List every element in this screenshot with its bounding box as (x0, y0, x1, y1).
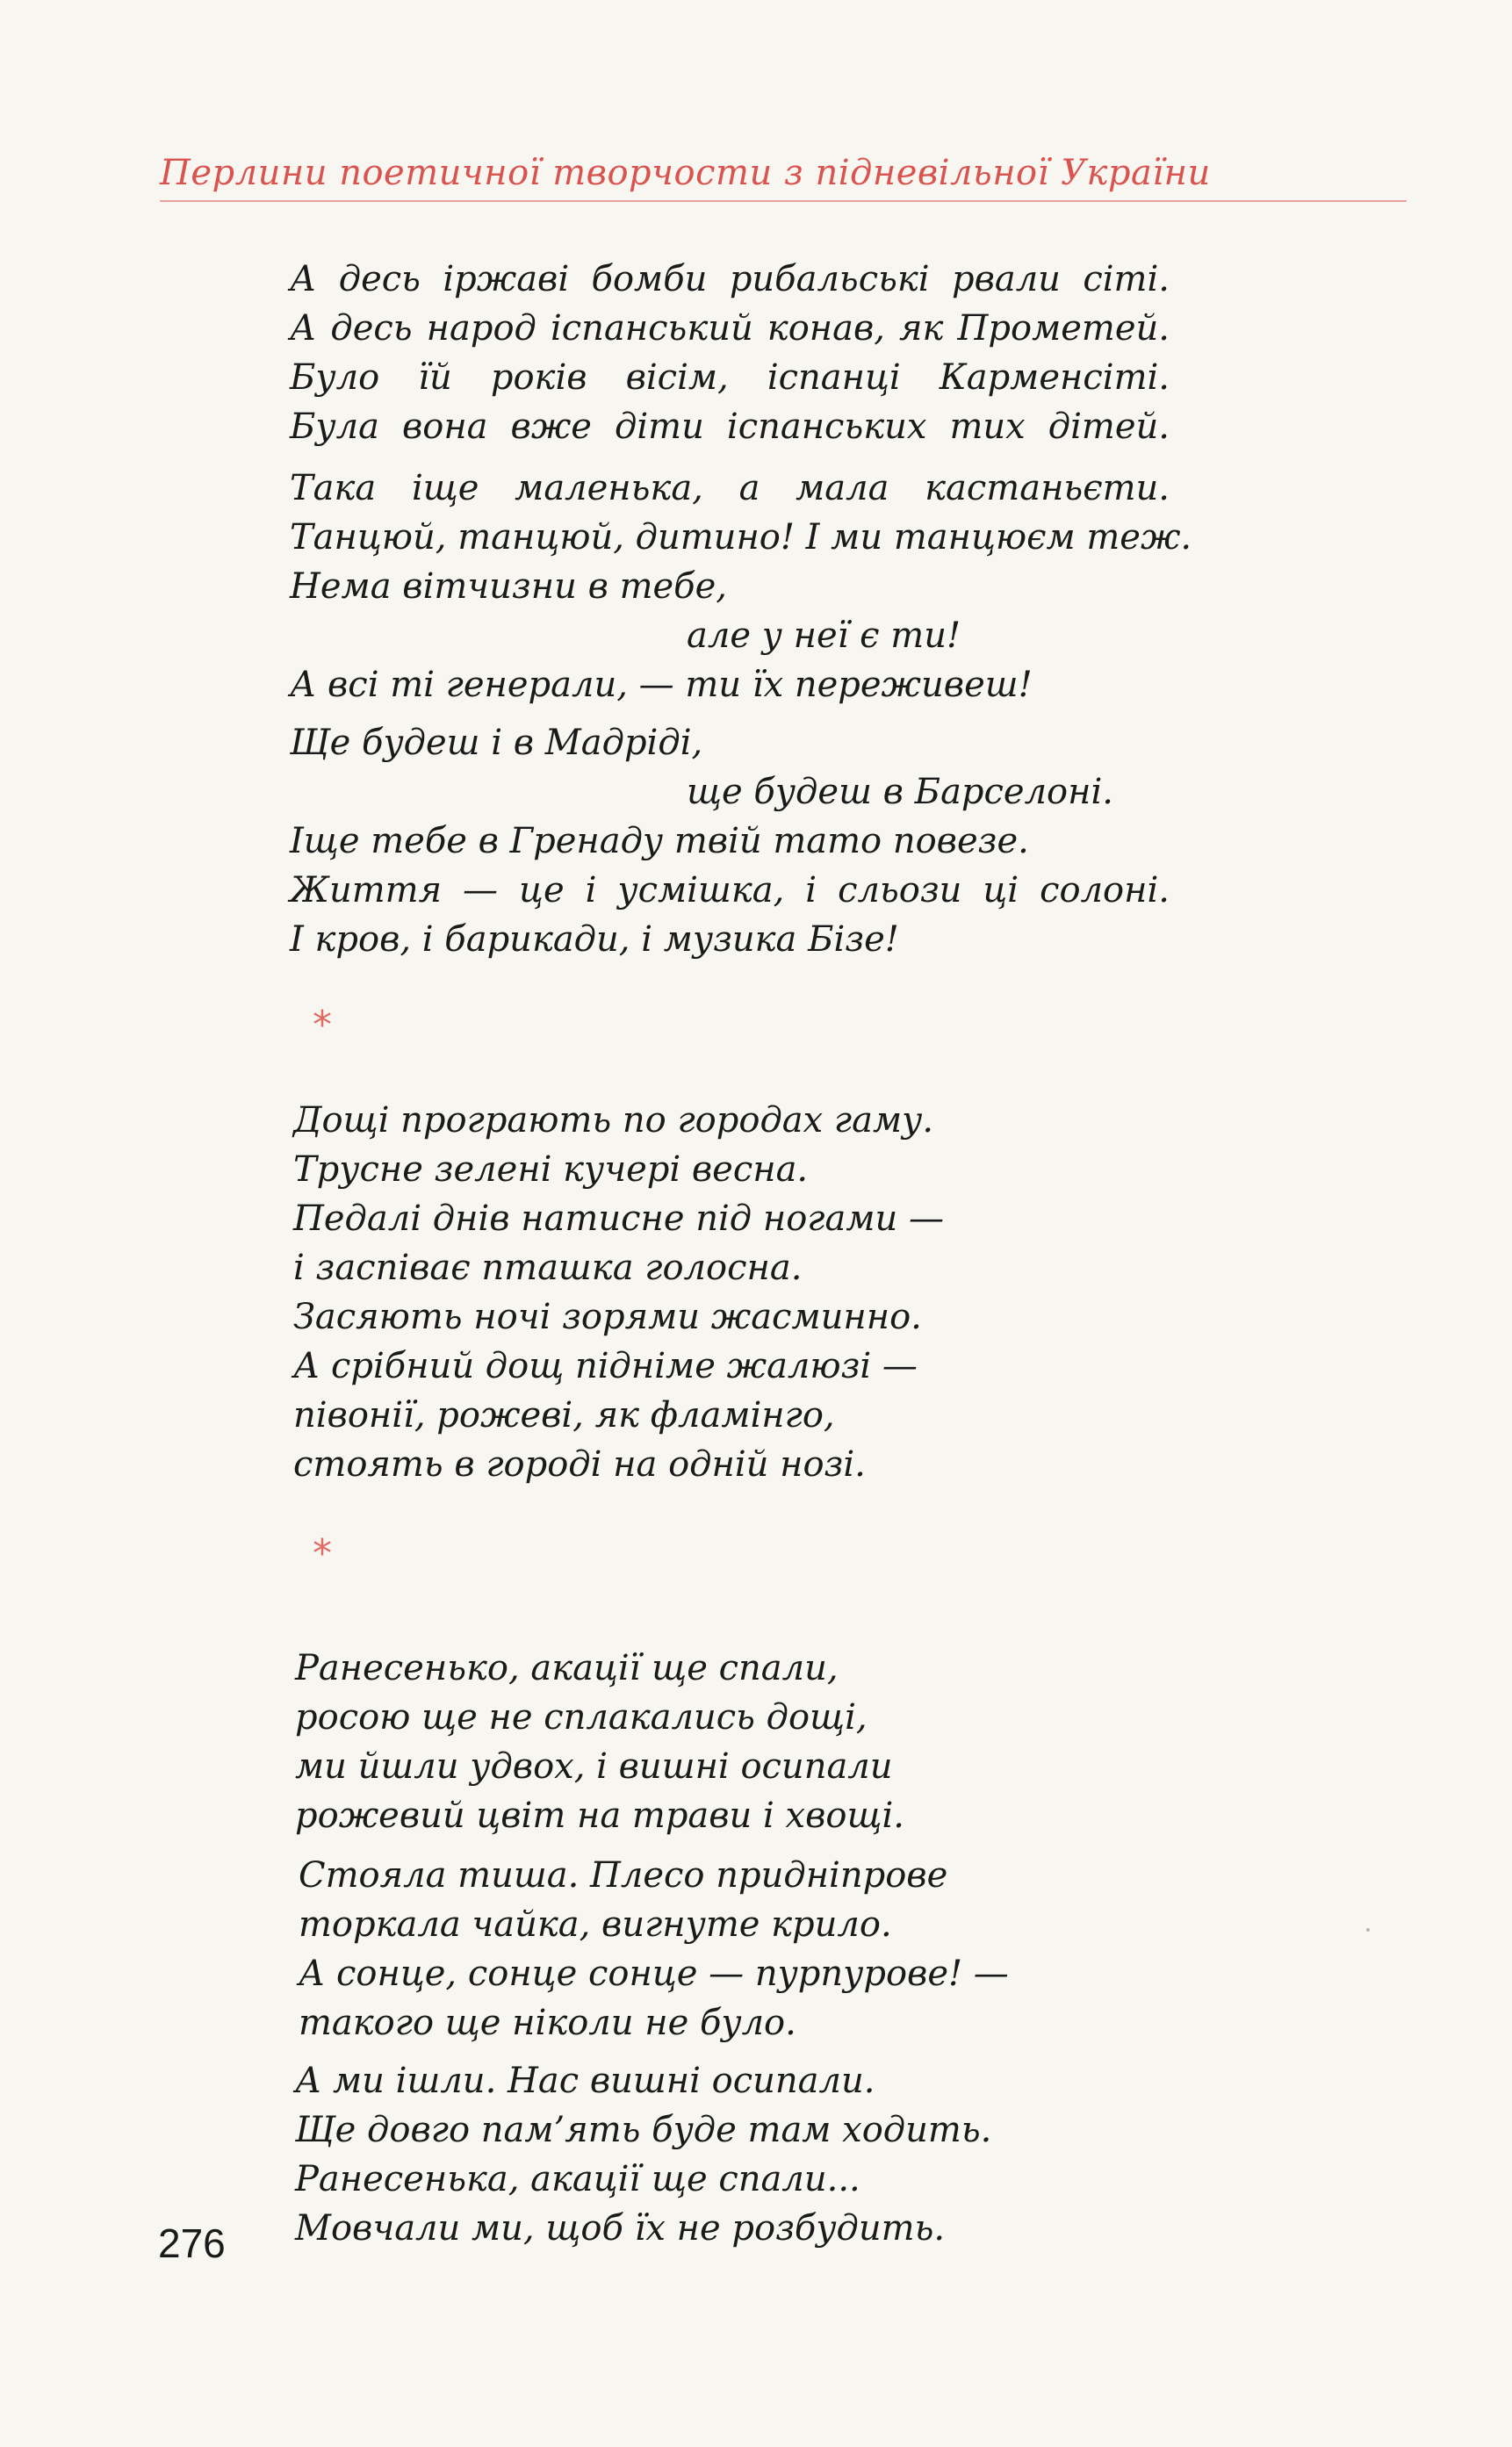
verse-line: А сонце, сонце сонце — пурпурове! — (299, 1954, 1009, 1994)
verse-line: Засяють ночі зорями жасминно. (293, 1297, 922, 1337)
verse-line: Дощі програють по городах гаму. (293, 1100, 934, 1141)
poem3-stanza3 (295, 2056, 991, 2253)
verse-line: Мовчали ми, щоб їх не розбудить. (295, 2208, 946, 2249)
verse-line: А ми ішли. Нас вишні осипали. (295, 2061, 875, 2101)
paper-speck (1366, 1928, 1370, 1932)
verse-line: Життя — це і усмішка, і сльози ці солоні. (290, 870, 1170, 910)
verse-line: А всі ті генерали, — ти їх переживеш! (290, 665, 1033, 705)
poem1-stanza1 (290, 255, 1170, 451)
verse-line: Ранесенька, акації ще спали... (295, 2159, 860, 2199)
poem1-stanza2 (290, 464, 1192, 709)
verse-line: А десь іржаві бомби рибальські рвали сіті. (290, 259, 1170, 299)
verse-line: рожевий цвіт на трави і хвощі. (295, 1796, 905, 1836)
verse-line: Ще будеш і в Мадріді, (290, 723, 703, 763)
verse-line: А срібний дощ підніме жалюзі — (293, 1346, 918, 1386)
poem1-stanza3 (290, 718, 1170, 964)
running-head: Перлини поетичної творчости з підневільної України (160, 153, 1211, 193)
verse-line: Іще тебе в Гренаду твій тато повезе. (290, 821, 1029, 861)
poem3-stanza2 (299, 1851, 1009, 2048)
verse-line: Була вона вже діти іспанських тих дітей. (290, 407, 1170, 447)
verse-line: Педалі днів натисне під ногами — (293, 1198, 944, 1239)
verse-line: Танцюй, танцюй, дитино! І ми танцюєм теж. (290, 517, 1192, 558)
verse-line: торкала чайка, вигнуте крило. (299, 1904, 892, 1945)
verse-line: Нема вітчизни в тебе, (290, 566, 727, 607)
verse-line: Трусне зелені кучері весна. (293, 1149, 809, 1190)
page-number: 276 (158, 2220, 226, 2266)
verse-line: Ще довго пам’ять буде там ходить. (295, 2110, 992, 2150)
verse-line: Така іще маленька, а мала кастаньєти. (290, 468, 1170, 508)
verse-line: росою ще не сплакались дощі, (295, 1697, 868, 1738)
section-asterisk: * (313, 1003, 332, 1047)
header-rule (160, 200, 1407, 202)
poem3-stanza1 (295, 1644, 904, 1840)
verse-line: стоять в городі на одній нозі. (293, 1444, 866, 1485)
verse-line: Стояла тиша. Плесо придніпрове (299, 1855, 948, 1896)
verse-line: але у неї є ти! (687, 615, 961, 656)
verse-line: півонії, рожеві, як фламінго, (293, 1395, 835, 1436)
verse-line: А десь народ іспанський конав, як Прометей. (290, 308, 1170, 349)
verse-line: Ранесенько, акації ще спали, (295, 1648, 839, 1688)
poem2 (293, 1096, 944, 1489)
verse-line: ми йшли удвох, і вишні осипали (295, 1746, 893, 1787)
verse-line: такого ще ніколи не було. (299, 2003, 796, 2043)
section-asterisk: * (313, 1531, 332, 1576)
verse-line: І кров, і барикади, і музика Бізе! (290, 919, 899, 960)
verse-line: ще будеш в Барселоні. (687, 772, 1113, 812)
verse-line: і заспіває пташка голосна. (293, 1248, 803, 1288)
verse-line: Було їй років вісім, іспанці Карменсіті. (290, 357, 1170, 398)
